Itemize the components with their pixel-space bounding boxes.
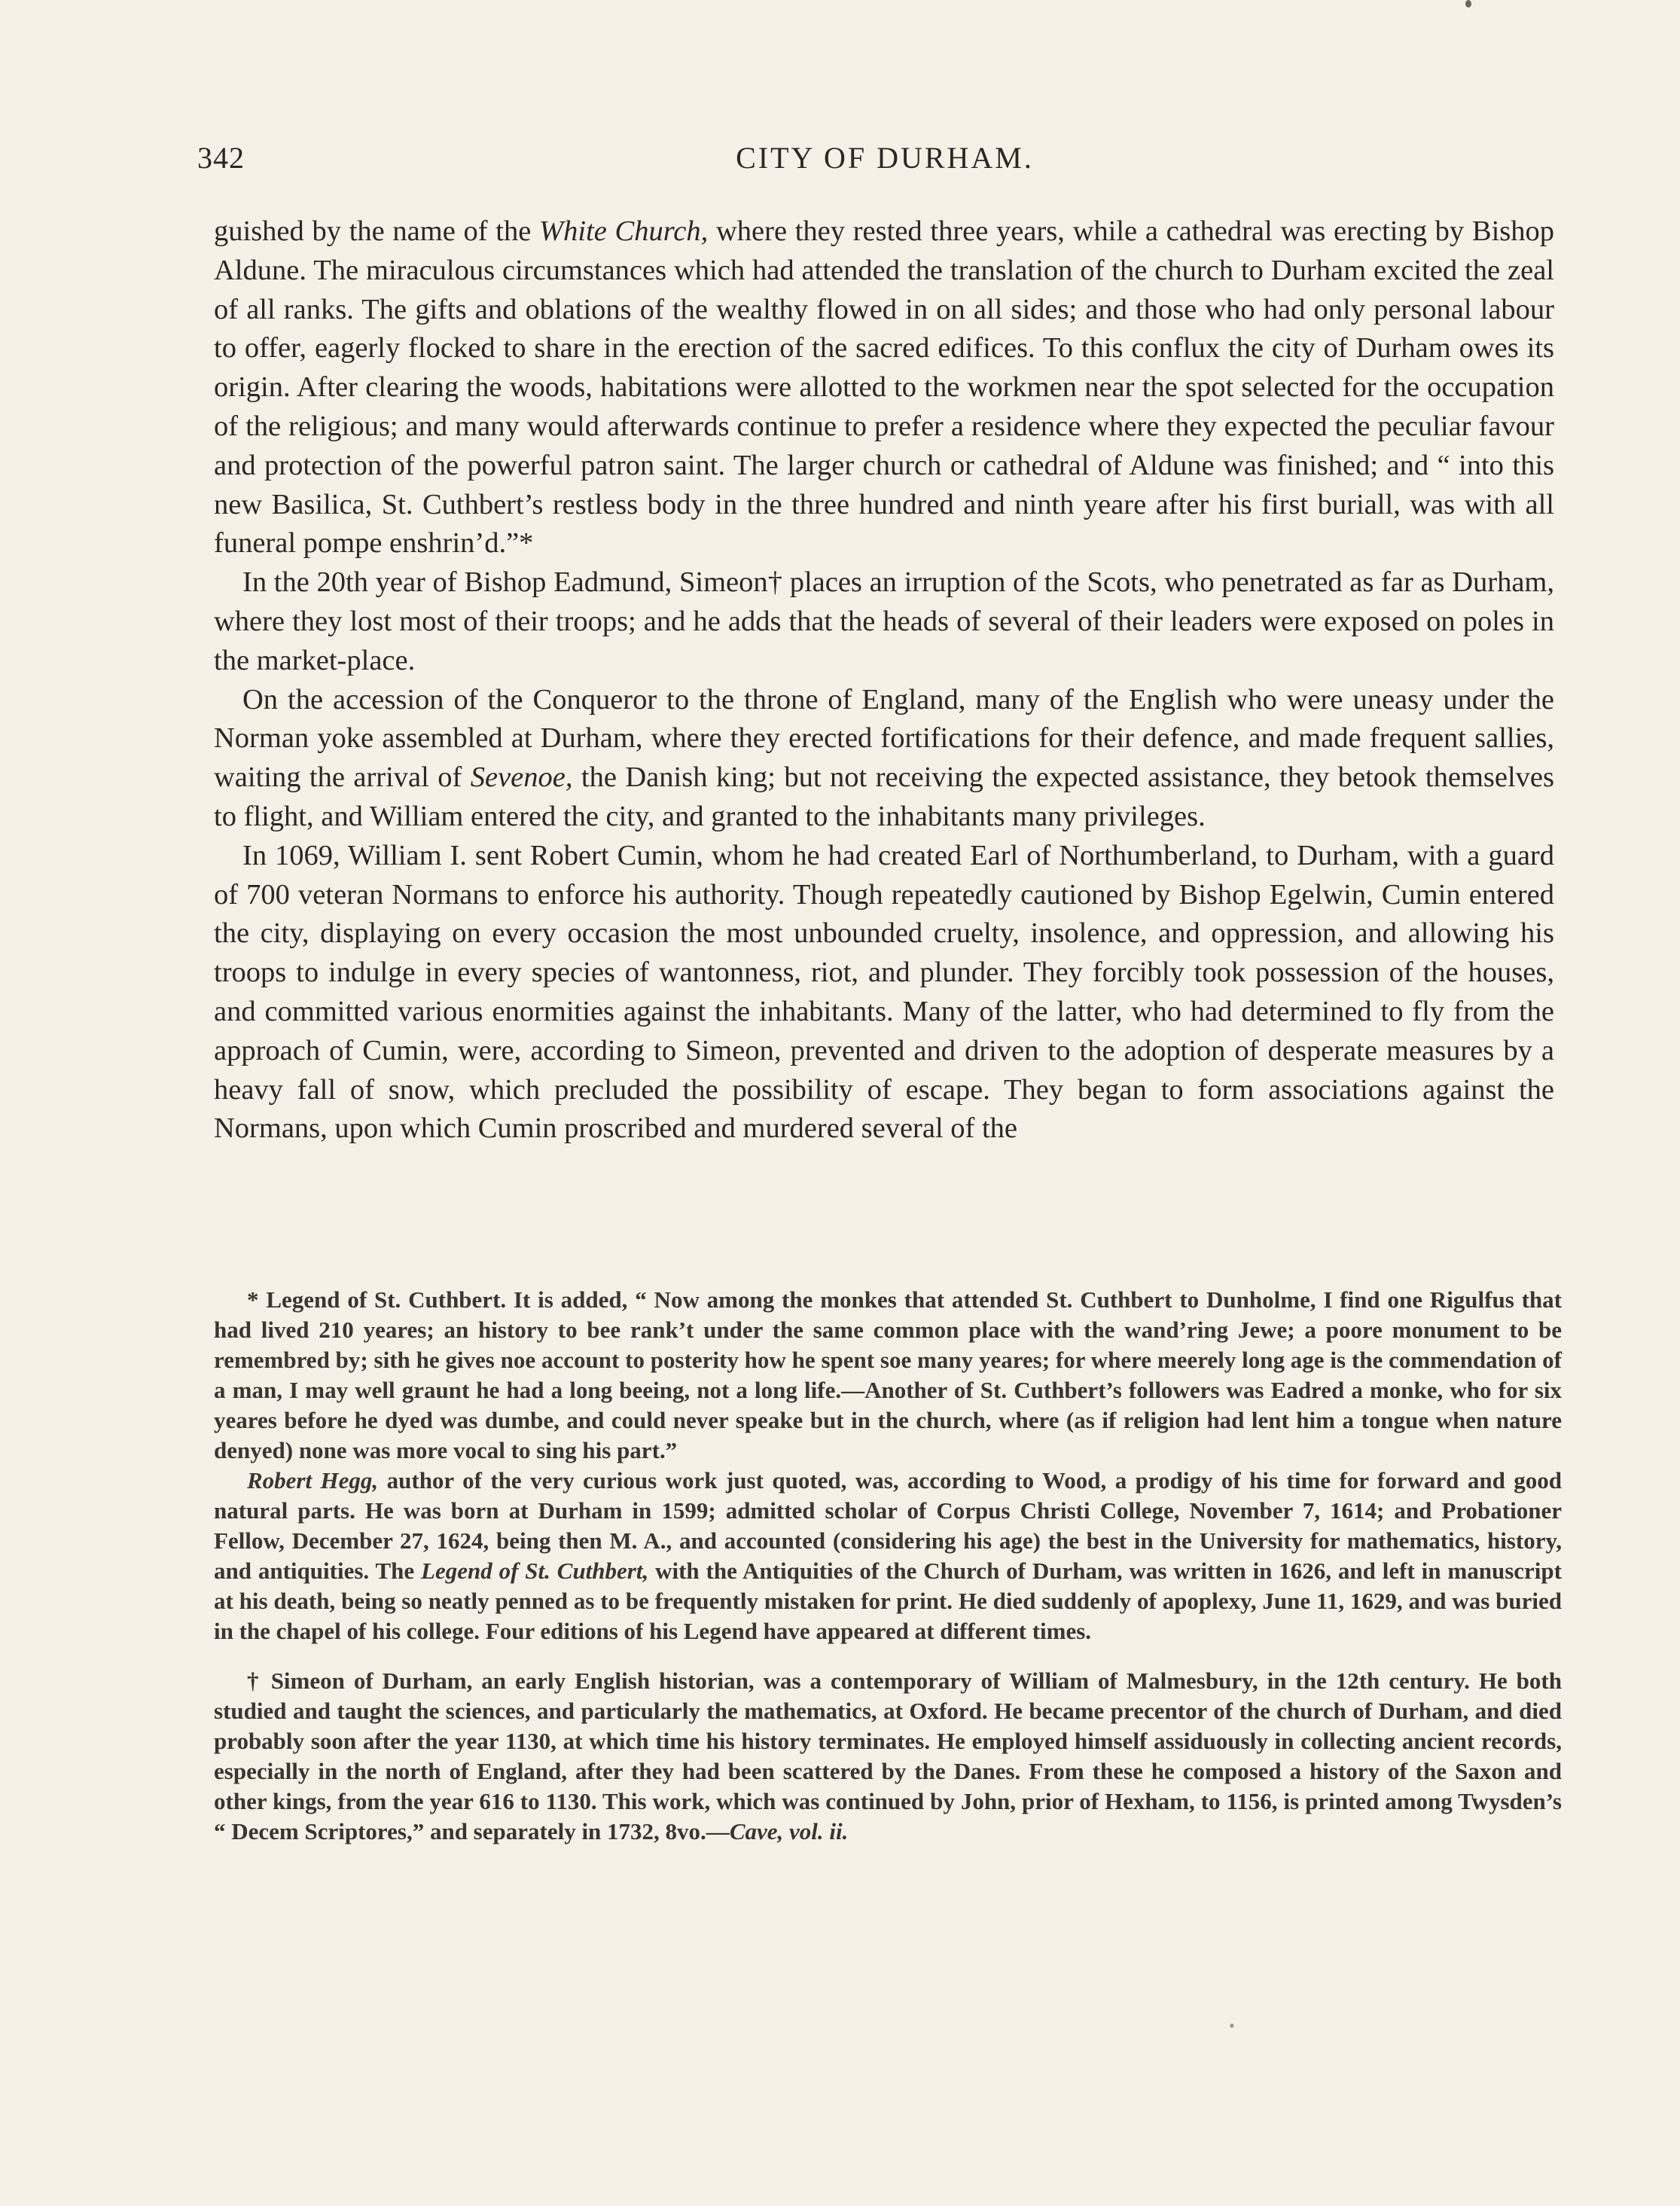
sevenoe-italic: Sevenoe,: [470, 761, 573, 794]
ink-speck: [1465, 0, 1471, 8]
paragraph-1-text-a: guished by the name of the: [214, 215, 540, 247]
footnote-hegg-text-a: author of the very curious work just quoted, was, according to Wood, a prodigy of his time for forward and good natural parts. He was born at Durham in 1599; admitted scholar of Corpus Christi College, November 7, 1614; and Probationer Fellow, December 27, 1624, being then M. A., and accounted (considering his age) the best in the University for mathematics, history, and antiquities. The: [214, 1467, 1562, 1584]
page-number: 342: [197, 141, 245, 175]
paragraph-3-text-b: the Danish king; but not receiving the expected assistance, they betook themselves to flight, and William entered the city, and granted to the inhabitants many privileges.: [214, 761, 1554, 832]
paragraph-3-text-a: On the accession of the Conqueror to the throne of England, many of the English who were uneasy under the Norman yoke assembled at Durham, where they erected fortifications for their defence, and made frequent sallies, waiting the arrival of: [214, 683, 1554, 794]
main-text: [214, 212, 1554, 1149]
page-header: [197, 140, 1572, 185]
paragraph-2: In the 20th year of Bishop Eadmund, Simeon† places an irruption of the Scots, who penetrated as far as Durham, where they lost most of their troops; and he adds that the heads of several of their leaders were exposed on poles in the market-place.: [214, 566, 1554, 676]
footnote-simeon-text: † Simeon of Durham, an early English historian, was a contemporary of William of Malmesbury, in the 12th century. He both studied and taught the sciences, and particularly the mathematics, at Oxford. He became precentor of the church of Durham, and died probably soon after the year 1130, at which time his history terminates. He employed himself assiduously in collecting ancient records, especially in the north of England, after they had been scattered by the Danes. From these he composed a history of the Saxon and other kings, from the year 616 to 1130. This work, which was continued by John, prior of Hexham, to 1156, is printed among Twysden’s “ Decem Scriptores,” and separately in 1732, 8vo.—: [214, 1667, 1562, 1844]
running-title: CITY OF DURHAM.: [736, 141, 1034, 175]
footnotes: [214, 1285, 1562, 1847]
white-church-italic: White Church,: [539, 215, 709, 247]
paragraph-4: In 1069, William I. sent Robert Cumin, whom he had created Earl of Northumberland, to Durham, with a guard of 700 veteran Normans to enforce his authority. Though repeatedly cautioned by Bishop Egelwin, Cumin entered the city, displaying on every occasion the most unbounded cruelty, insolence, and oppression, and allowing his troops to indulge in every species of wantonness, riot, and plunder. They forcibly took possession of the houses, and committed various enormities against the inhabitants. Many of the latter, who had determined to fly from the approach of Cumin, were, according to Simeon, prevented and driven to the adoption of desperate measures by a heavy fall of snow, which precluded the possibility of escape. They began to form associations against the Normans, upon which Cumin proscribed and murdered several of the: [214, 839, 1554, 1145]
footnote-legend: * Legend of St. Cuthbert. It is added, “ Now among the monkes that attended St. Cuthbert to Dunholme, I find one Rigulfus that had lived 210 yeares; an history to bee rank’t under the same common place with the wand’ring Jewe; a poore monument to be remembred by; sith he gives noe account to posterity how he spent soe many yeares; for where meerely long age is the commendation of a man, I may well graunt he had a long beeing, not a long life.—Another of St. Cuthbert’s followers was Eadred a monke, who for six yeares before he dyed was dumbe, and could never speake but in the church, where (as if religion had lent him a tongue when nature denyed) none was more vocal to sing his part.”: [214, 1286, 1562, 1463]
paragraph-1: [214, 212, 1554, 563]
cave-citation-italic: Cave, vol. ii.: [729, 1818, 849, 1844]
footnote-robert-hegg: [214, 1466, 1562, 1646]
paragraph-3: [214, 681, 1554, 837]
footnote-simeon: [214, 1666, 1562, 1847]
ink-mark: •: [1229, 2016, 1235, 2035]
legend-title-italic: Legend of St. Cuthbert,: [421, 1558, 649, 1584]
paragraph-1-text-b: where they rested three years, while a cathedral was erecting by Bishop Aldune. The miraculous circumstances which had attended the translation of the church to Durham excited the zeal of all ranks. The gifts and oblations of the wealthy flowed in on all sides; and those who had only personal labour to offer, eagerly flocked to share in the erection of the sacred edifices. To this conflux the city of Durham owes its origin. After clearing the woods, habitations were allotted to the workmen near the spot selected for the occupation of the religious; and many would afterwards continue to prefer a residence where they expected the peculiar favour and protection of the powerful patron saint. The larger church or cathedral of Aldune was finished; and “ into this new Basilica, St. Cuthbert’s restless body in the three hundred and ninth yeare after his first buriall, was with all funeral pompe enshrin’d.”*: [214, 215, 1555, 560]
robert-hegg-italic: Robert Hegg,: [247, 1467, 379, 1494]
footnote-hegg-text-b: with the Antiquities of the Church of Durham, was written in 1626, and left in manuscript at his death, being so neatly penned as to be frequently mistaken for print. He died suddenly of apoplexy, June 11, 1629, and was buried in the chapel of his college. Four editions of his Legend have appeared at different times.: [214, 1558, 1562, 1644]
